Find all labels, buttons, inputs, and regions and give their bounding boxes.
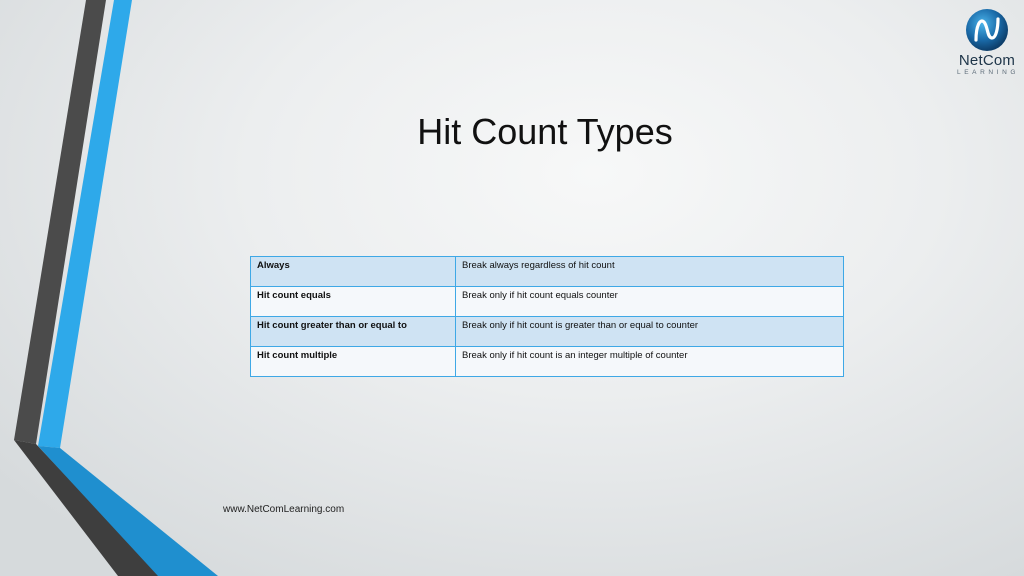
hit-count-description-cell: Break only if hit count is an integer multiple of counter xyxy=(456,347,844,377)
table-row xyxy=(251,317,844,347)
hit-count-description-cell: Break only if hit count is greater than or equal to counter xyxy=(456,317,844,347)
table-row xyxy=(251,287,844,317)
logo-name: NetCom xyxy=(958,52,1016,69)
table-row xyxy=(251,347,844,377)
hit-count-description-cell: Break always regardless of hit count xyxy=(456,257,844,287)
hit-count-description-cell: Break only if hit count equals counter xyxy=(456,287,844,317)
netcom-logo xyxy=(950,8,1024,78)
dark-diagonal-stripe xyxy=(14,440,160,576)
hit-count-table xyxy=(250,256,844,377)
hit-count-type-cell: Always xyxy=(251,257,456,287)
hit-count-type-cell: Hit count equals xyxy=(251,287,456,317)
slide-title: Hit Count Types xyxy=(417,111,673,152)
netcom-globe-icon xyxy=(965,8,1009,52)
table-row xyxy=(251,257,844,287)
footer-url: www.NetComLearning.com xyxy=(223,504,345,515)
hit-count-type-cell: Hit count greater than or equal to xyxy=(251,317,456,347)
hit-count-type-cell: Hit count multiple xyxy=(251,347,456,377)
logo-tagline: LEARNING xyxy=(956,69,1020,76)
